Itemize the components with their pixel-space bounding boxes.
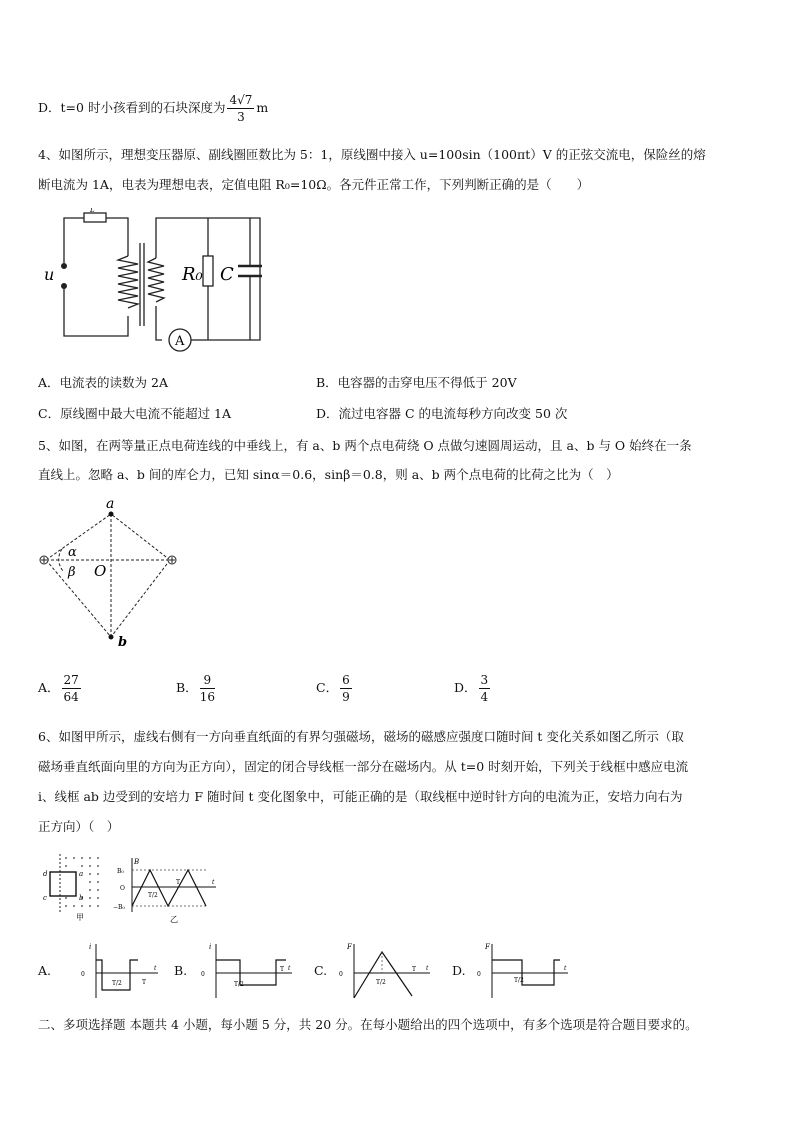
tick-period: T — [142, 979, 147, 986]
fraction-denominator: 3 — [237, 110, 245, 124]
option-fraction — [479, 672, 491, 705]
tick-period: T — [412, 966, 417, 973]
label-t-half: T/2 — [148, 892, 158, 899]
q6-option-a-graph — [76, 940, 160, 1002]
q6-option-d-label: D. — [452, 963, 466, 978]
q4-option-a: A．电流表的读数为 2A — [38, 375, 168, 390]
option-text: t=0 时小孩看到的石块深度为 — [60, 100, 226, 115]
origin-label: 0 — [81, 971, 85, 978]
fraction-denominator: 64 — [63, 690, 79, 704]
label-c: c — [43, 894, 47, 902]
origin-label: 0 — [477, 971, 481, 978]
label-ammeter: A — [175, 334, 185, 349]
section-2-heading: 二、多项选择题 本题共 4 小题，每小题 5 分，共 20 分。在每小题给出的四个选项中，有多个选项是符合题目要求的。 — [38, 1017, 698, 1032]
q5-option-b — [176, 672, 217, 705]
resistor-r0 — [203, 256, 213, 286]
option-fraction — [340, 672, 352, 705]
q6-line-4: 正方向）（ ） — [38, 819, 120, 834]
label-t-period: T — [176, 879, 181, 886]
waveform — [354, 952, 412, 998]
label-o: O — [94, 562, 107, 580]
tick-period: T — [280, 966, 285, 973]
fraction-numerator: 3 — [480, 673, 489, 687]
positive-charge-left — [40, 556, 48, 564]
transformer-circuit-diagram — [40, 208, 270, 358]
label-b: b — [118, 635, 128, 650]
label-alpha: α — [68, 545, 77, 560]
y-axis-label: i — [209, 943, 212, 951]
fraction-denominator: 16 — [199, 690, 215, 704]
x-axis-label: t — [154, 965, 157, 972]
tick-half-period: T/2 — [112, 980, 122, 987]
charge-b — [109, 635, 114, 640]
option-label: B． — [176, 680, 198, 695]
label-r0: R₀ — [182, 264, 203, 285]
q6-option-c-graph — [334, 940, 434, 1002]
label-u: u — [44, 265, 55, 284]
option-label: D． — [38, 100, 61, 115]
fuse — [84, 213, 106, 222]
label-b0: B₀ — [117, 868, 124, 875]
q5-option-c — [316, 672, 354, 705]
y-axis-label: i — [89, 943, 92, 951]
fraction-numerator: 6 — [342, 673, 350, 687]
q3-option-d — [38, 92, 268, 125]
tick-half-period: T/2 — [376, 979, 386, 986]
origin-label: 0 — [201, 971, 205, 978]
y-axis-label: F — [347, 943, 352, 951]
q6-option-d-graph — [472, 940, 572, 1002]
x-axis-label: t — [288, 965, 291, 972]
q4-option-b: B．电容器的击穿电压不得低于 20V — [316, 375, 517, 390]
point-charges-diagram — [36, 492, 196, 652]
q6-option-b-label: B. — [174, 963, 188, 978]
label-beta: β — [68, 565, 76, 580]
wire-frame — [50, 872, 76, 896]
origin-label: 0 — [339, 971, 343, 978]
depth-fraction — [227, 92, 254, 125]
fraction-denominator: 9 — [342, 690, 350, 704]
label-a: a — [106, 496, 115, 512]
option-fraction — [62, 672, 81, 705]
tick-half-period: T/2 — [234, 981, 244, 988]
q6-line-3: i、线框 ab 边受到的安培力 F 随时间 t 变化图象中，可能正确的是（取线框中逆时针方向的电流为正，安培力向右为 — [38, 789, 683, 804]
caption-jia: 甲 — [76, 913, 84, 922]
fraction-denominator: 4 — [480, 690, 489, 704]
axis-label-b: B — [134, 858, 140, 866]
option-fraction — [200, 672, 215, 705]
tick-half-period: T/2 — [514, 977, 524, 984]
figure-jia-frame-in-field — [38, 852, 110, 922]
option-label: A． — [38, 680, 60, 695]
q4-option-c: C．原线圈中最大电流不能超过 1A — [38, 406, 232, 421]
q5-option-a — [38, 672, 83, 705]
terminal-top — [61, 263, 67, 269]
q6-option-c-label: C. — [314, 963, 328, 978]
fraction-numerator: 27 — [63, 673, 79, 687]
label-c: C — [220, 264, 234, 285]
q4-line-2: 断电流为 1A，电表为理想电表，定值电阻 R₀=10Ω。各元件正常工作，下列判断正确的是（ ） — [38, 177, 590, 192]
charge-a — [109, 512, 114, 517]
label-fuse: L — [90, 208, 95, 214]
fraction-numerator: 9 — [200, 672, 215, 689]
q6-line-2: 磁场垂直纸面向里的方向为正方向），固定的闭合导线框一部分在磁场内。从 t=0 时刻开始，下列关于线框中感应电流 — [38, 759, 689, 774]
terminal-bottom — [61, 283, 67, 289]
positive-charge-right — [168, 556, 176, 564]
q4-line-1: 4、如图所示，理想变压器原、副线圈匝数比为 5：1，原线圈中接入 u=100sin（100πt）V 的正弦交流电，保险丝的熔 — [38, 147, 706, 162]
x-axis-label: t — [564, 965, 567, 972]
q5-line-1: 5、如图，在两等量正点电荷连线的中垂线上，有 a、b 两个点电荷绕 O 点做匀速圆周运动，且 a、b 与 O 始终在一条 — [38, 438, 692, 453]
option-label: D． — [454, 680, 477, 695]
q5-line-2: 直线上。忽略 a、b 间的库仑力，已知 sinα＝0.6，sinβ＝0.8，则 a、b 两个点电荷的比荷之比为（ ） — [38, 467, 619, 482]
label-d: d — [43, 870, 48, 878]
q4-option-d: D．流过电容器 C 的电流每秒方向改变 50 次 — [316, 406, 568, 421]
label-b: b — [79, 894, 84, 902]
b-waveform — [132, 870, 206, 906]
caption-yi: 乙 — [170, 915, 178, 924]
q6-option-a-label: A. — [38, 963, 52, 978]
q6-option-b-graph — [196, 940, 296, 1002]
label-origin: O — [120, 885, 125, 892]
y-axis-label: F — [485, 943, 490, 951]
q5-option-d — [454, 672, 492, 705]
q6-line-1: 6、如图甲所示，虚线右侧有一方向垂直纸面的有界匀强磁场，磁场的磁感应强度口随时间 t 变化关系如图乙所示（取 — [38, 729, 684, 744]
label-a: a — [79, 870, 84, 878]
axis-label-t: t — [212, 879, 215, 886]
x-axis-label: t — [426, 965, 429, 972]
option-label: C． — [316, 680, 339, 695]
unit: m — [256, 100, 269, 115]
label-neg-b0: −B₀ — [113, 904, 125, 911]
figure-yi-b-t-graph — [112, 856, 222, 926]
fraction-numerator: 4√7 — [229, 93, 253, 107]
